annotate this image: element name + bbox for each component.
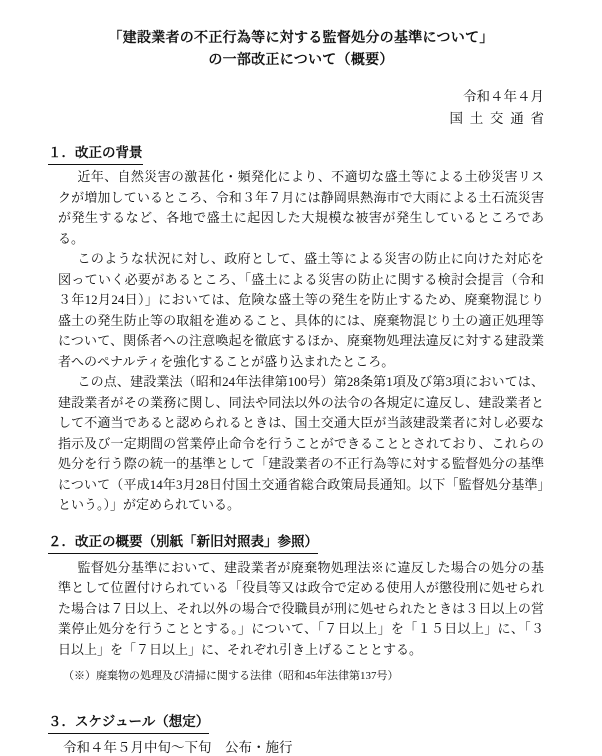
section-background-heading <box>48 143 544 165</box>
section-overview-heading-text: ２．改正の概要（別紙「新旧対照表」参照） <box>48 532 318 554</box>
document-title <box>58 26 544 70</box>
background-paragraph-2: このような状況に対し、政府として、盛土等による災害の防止に向けた対応を図っていく必要があるところ、「盛土による災害の防止に関する検討会提言（令和３年12月24日）」においては、危険な盛土等の発生を防止するため、廃棄物混じり盛土の発生防止等の取組を進めること、具体的には、廃棄物混じり土の適正処理等について、関係者への注意喚起を徹底するほか、廃棄物処理法違反に対する建設業者へのペナルティを強化することが盛り込まれたところ。 <box>58 251 544 369</box>
background-paragraph-3: この点、建設業法（昭和24年法律第100号）第28条第1項及び第3項においては、建設業者がその業務に関し、同法や同法以外の法令の各規定に違反し、建設業者として不適当であると認められるときは、国土交通大臣が当該建設業者に対し必要な指示及び一定期間の営業停止命令を行うことができることとされており、これらの処分を行う際の統一的基準として「建設業者の不正行為等に対する監督処分の基準について（平成14年3月28日付国土交通省総合政策局長通知。以下「監督処分基準」という。）」が定められている。 <box>58 374 544 512</box>
schedule-text: 令和４年５月中旬～下旬 公布・施行 <box>63 740 293 755</box>
section-schedule-heading-text: ３．スケジュール（想定） <box>48 712 209 734</box>
overview-paragraph-1: 監督処分基準において、建設業者が廃棄物処理法※に違反した場合の処分の基準として位置付けられている「役員等又は政令で定める使用人が懲役刑に処せられた場合は７日以上、それ以外の場合で役職員が刑に処せられたときは３日以上の営業停止処分を行うこととする。」について、「７日以上」を「１５日以上」に、「３日以上」を「７日以上」に、それぞれ引き上げることとする。 <box>58 559 544 657</box>
overview-footnote: （※）廃棄物の処理及び清掃に関する法律（昭和45年法律第137号） <box>63 670 399 682</box>
document-meta <box>58 86 551 130</box>
section-schedule-heading <box>48 712 544 734</box>
title-line-2: の一部改正について（概要） <box>208 51 394 67</box>
section-overview-heading <box>48 532 544 554</box>
section-background <box>48 143 544 516</box>
section-overview <box>48 532 544 685</box>
section-schedule <box>48 712 544 756</box>
background-paragraph-1: 近年、自然災害の激甚化・頻発化により、不適切な盛土等による土砂災害リスクが増加しているところ、令和３年７月には静岡県熱海市で大雨による土石流災害が発生するなど、各地で盛土に起因した大規模な被害が発生しているところである。 <box>58 169 544 246</box>
section-background-heading-text: １．改正の背景 <box>48 143 143 165</box>
title-line-1: 「建設業者の不正行為等に対する監督処分の基準について」 <box>108 29 494 45</box>
document-date: 令和４年４月 <box>463 89 544 104</box>
document-organization: 国土交通省 <box>449 111 551 126</box>
